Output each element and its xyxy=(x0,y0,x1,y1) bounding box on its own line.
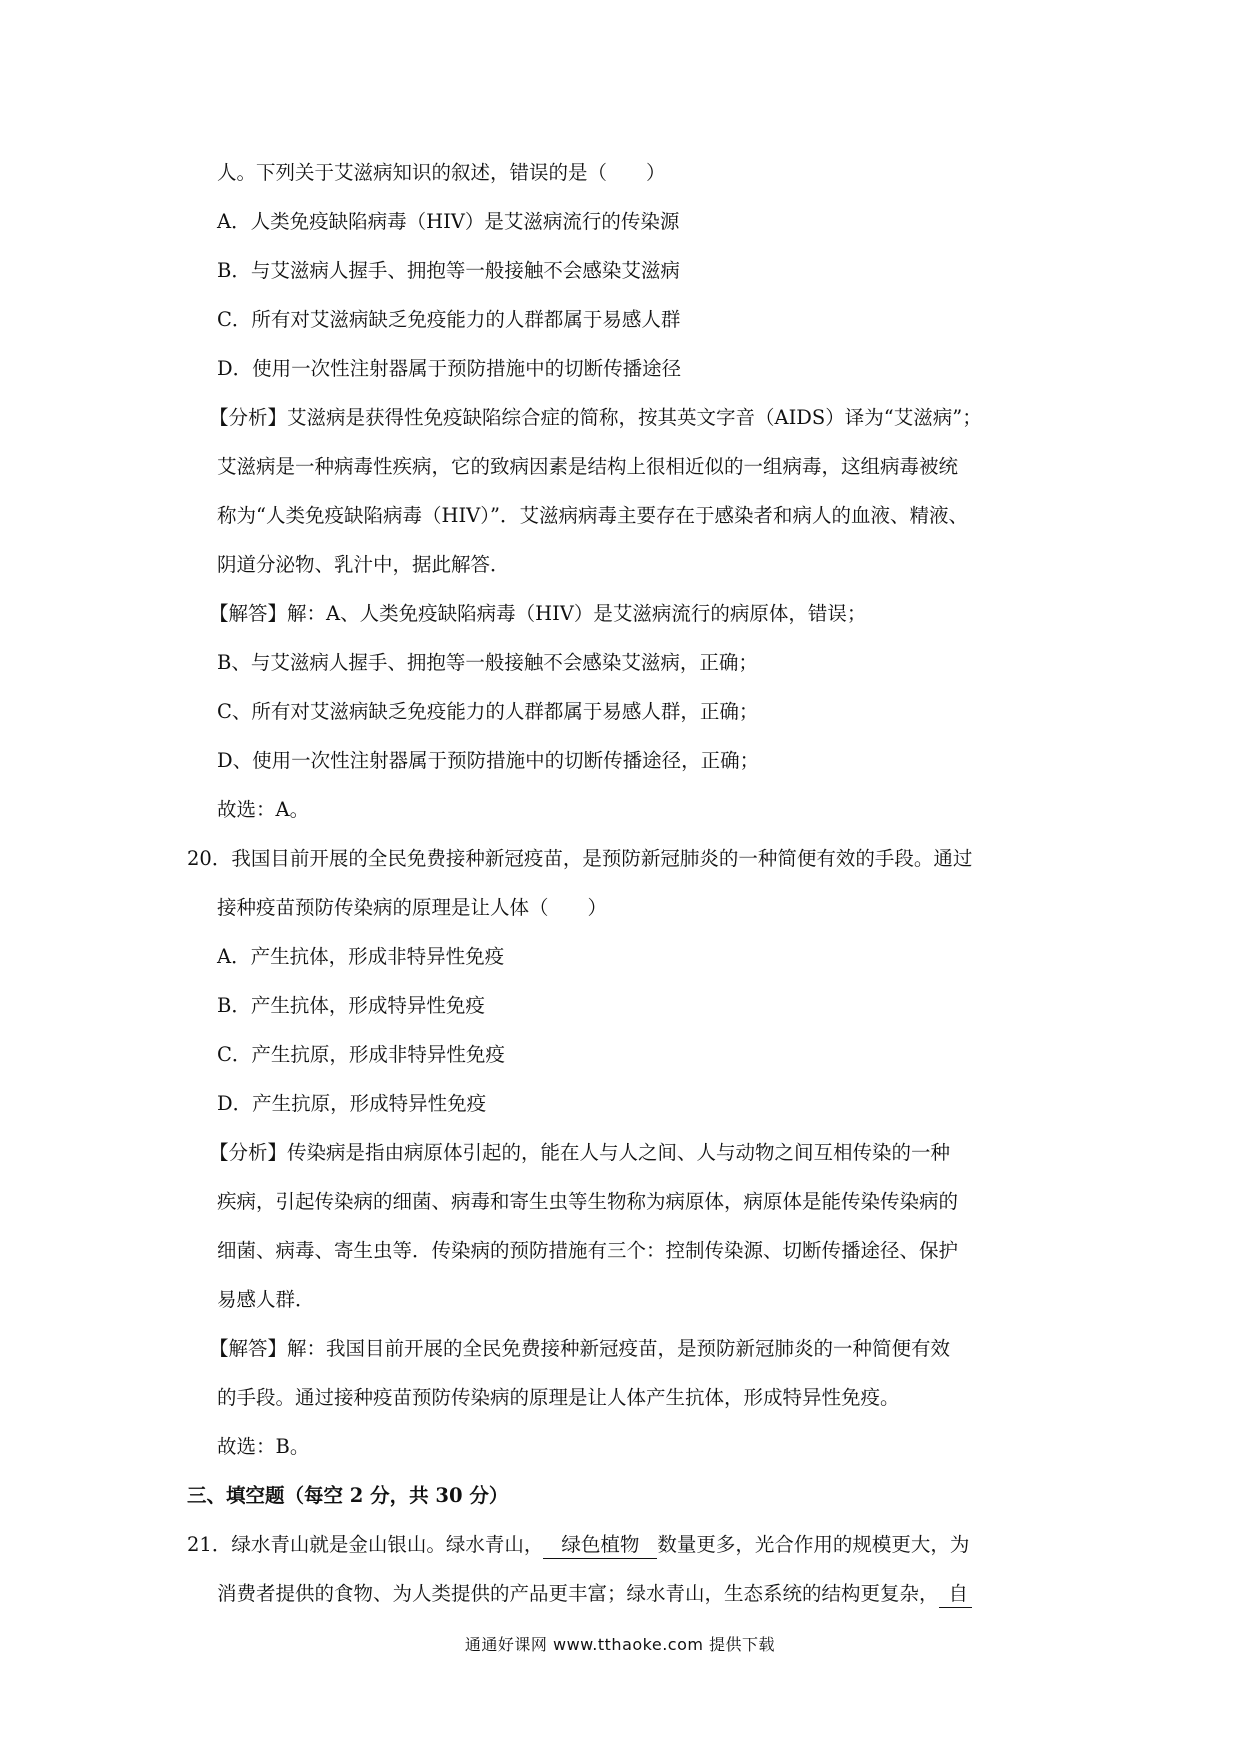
q20-analysis-line: 细菌、病毒、寄生虫等．传染病的预防措施有三个：控制传染源、切断传播途径、保护 xyxy=(217,1239,959,1262)
section-heading: 三、填空题（每空 2 分，共 30 分） xyxy=(187,1484,509,1507)
q19-answer-line: C、所有对艾滋病缺乏免疫能力的人群都属于易感人群，正确； xyxy=(217,700,759,723)
q20-answer-line: 【解答】解：我国目前开展的全民免费接种新冠疫苗，是预防新冠肺炎的一种简便有效 xyxy=(209,1337,951,1360)
q21-text: 消费者提供的食物、为人类提供的产品更丰富；绿水青山，生态系统的结构更复杂， xyxy=(217,1582,939,1605)
q20-analysis-line: 疾病，引起传染病的细菌、病毒和寄生虫等生物称为病原体，病原体是能传染传染病的 xyxy=(217,1190,959,1213)
q20-option-b: B．产生抗体，形成特异性免疫 xyxy=(217,994,485,1017)
q19-analysis-line: 【分析】艾滋病是获得性免疫缺陷综合症的简称，按其英文字音（AIDS）译为“艾滋病”； xyxy=(209,406,982,429)
q19-answer-line: B、与艾滋病人握手、拥抱等一般接触不会感染艾滋病，正确； xyxy=(217,651,758,674)
q19-answer-line: 【解答】解：A、人类免疫缺陷病毒（HIV）是艾滋病流行的病原体，错误； xyxy=(209,602,867,625)
q21-line-1 xyxy=(187,1532,969,1559)
q20-choice: 故选：B。 xyxy=(217,1435,310,1458)
q20-option-a: A．产生抗体，形成非特异性免疫 xyxy=(217,945,505,968)
q19-answer-line: D、使用一次性注射器属于预防措施中的切断传播途径，正确； xyxy=(217,749,760,772)
page-footer: 通通好课网 www.tthaoke.com 提供下载 xyxy=(464,1635,776,1654)
q20-option-c: C．产生抗原，形成非特异性免疫 xyxy=(217,1043,505,1066)
q21-line-2 xyxy=(217,1581,972,1608)
q20-stem: 接种疫苗预防传染病的原理是让人体（ ） xyxy=(217,896,608,919)
q20-analysis-line: 易感人群． xyxy=(217,1288,315,1311)
q21-text: 数量更多，光合作用的规模更大，为 xyxy=(657,1533,970,1556)
answer-blank: 自 xyxy=(939,1581,973,1608)
q19-analysis-line: 阴道分泌物、乳汁中，据此解答． xyxy=(217,553,510,576)
q20-answer-line: 的手段。通过接种疫苗预防传染病的原理是让人体产生抗体，形成特异性免疫。 xyxy=(217,1386,900,1409)
q19-choice: 故选：A。 xyxy=(217,798,310,821)
answer-blank: 绿色植物 xyxy=(543,1532,657,1559)
q19-option-c: C．所有对艾滋病缺乏免疫能力的人群都属于易感人群 xyxy=(217,308,681,331)
q19-option-a: A．人类免疫缺陷病毒（HIV）是艾滋病流行的传染源 xyxy=(217,210,680,233)
q19-analysis-line: 称为“人类免疫缺陷病毒（HIV）”．艾滋病病毒主要存在于感染者和病人的血液、精液、 xyxy=(217,504,968,527)
q20-stem: 20．我国目前开展的全民免费接种新冠疫苗，是预防新冠肺炎的一种简便有效的手段。通过 xyxy=(187,847,973,870)
q19-analysis-line: 艾滋病是一种病毒性疾病，它的致病因素是结构上很相近似的一组病毒，这组病毒被统 xyxy=(217,455,959,478)
q20-analysis-line: 【分析】传染病是指由病原体引起的，能在人与人之间、人与动物之间互相传染的一种 xyxy=(209,1141,951,1164)
q19-option-b: B．与艾滋病人握手、拥抱等一般接触不会感染艾滋病 xyxy=(217,259,680,282)
q19-stem: 人。下列关于艾滋病知识的叙述，错误的是（ ） xyxy=(217,161,666,184)
q20-option-d: D．产生抗原，形成特异性免疫 xyxy=(217,1092,487,1115)
q19-option-d: D．使用一次性注射器属于预防措施中的切断传播途径 xyxy=(217,357,682,380)
q21-text: 21．绿水青山就是金山银山。绿水青山， xyxy=(187,1533,544,1556)
